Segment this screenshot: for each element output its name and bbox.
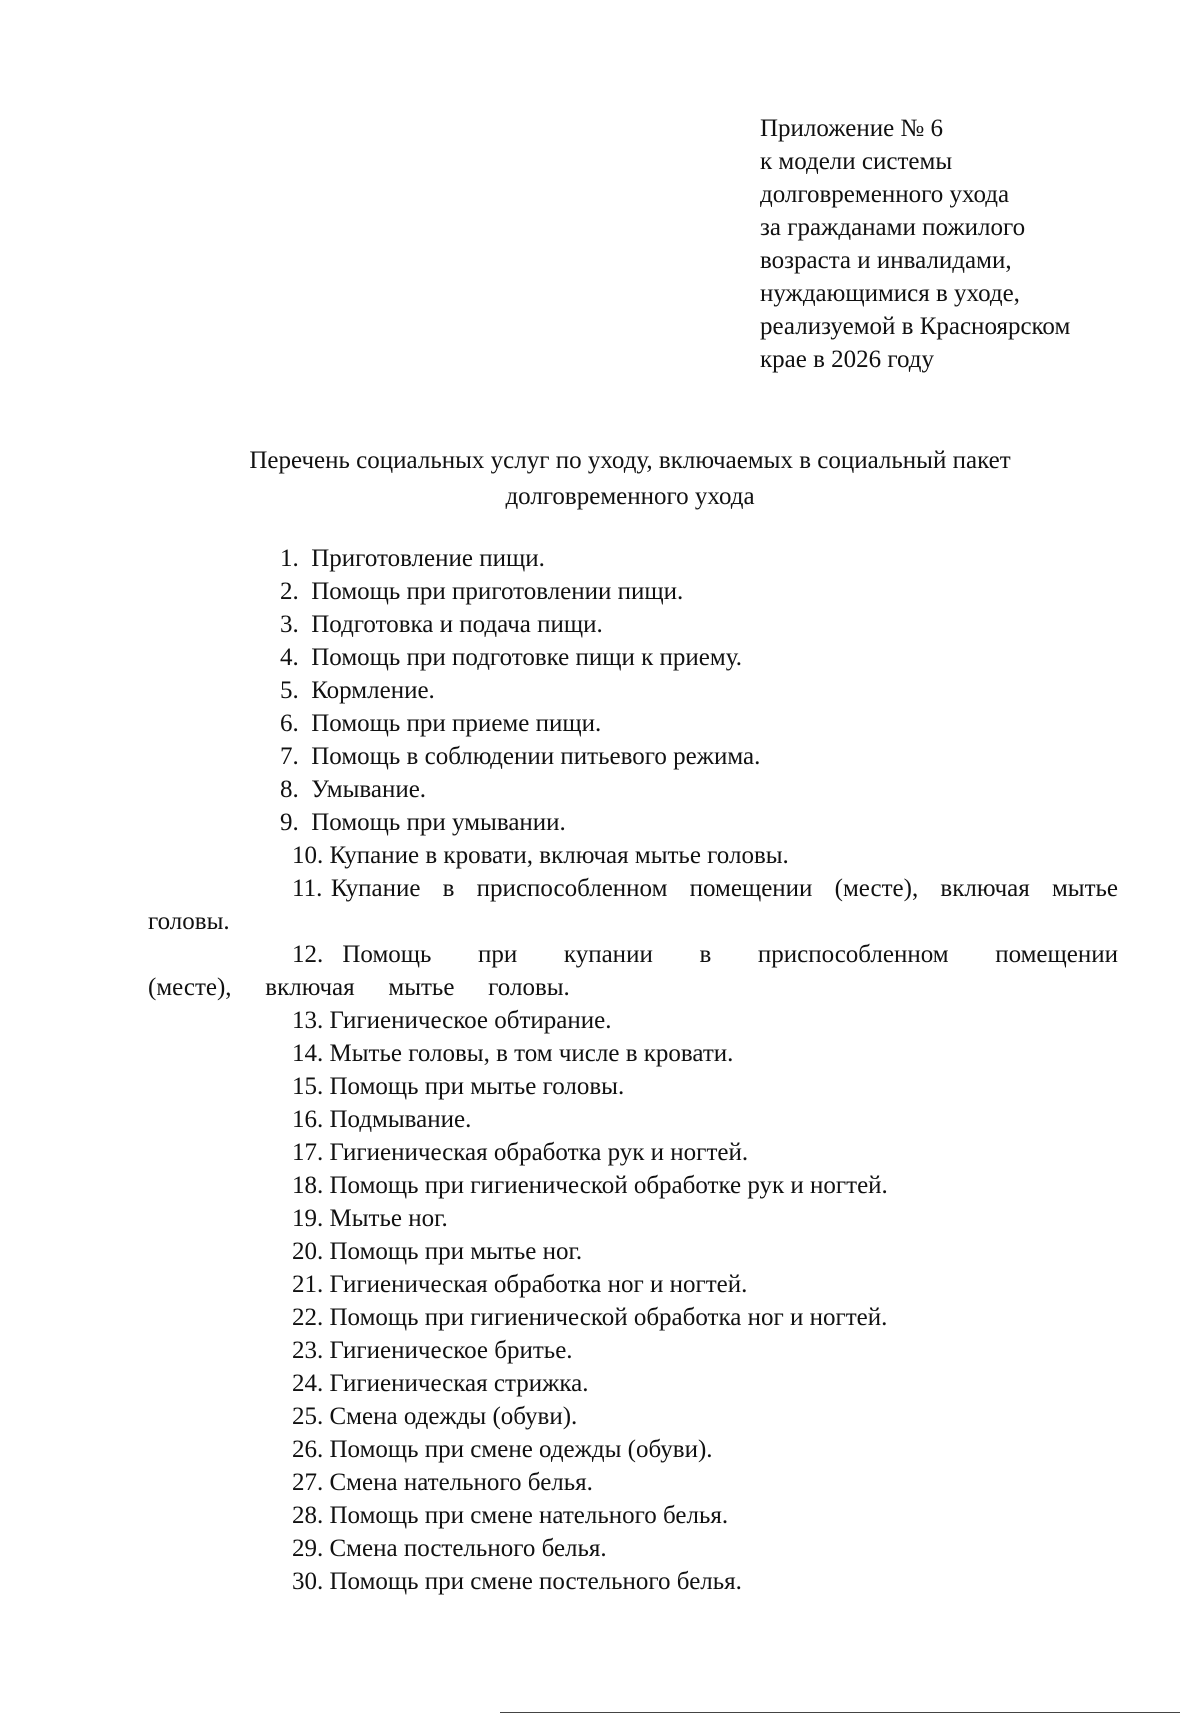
list-item-text: Смена постельного белья. <box>329 1535 607 1562</box>
list-item-text: Помощь при приеме пищи. <box>311 710 602 737</box>
list-item <box>148 1004 1118 1037</box>
list-item <box>148 674 1118 707</box>
list-item <box>148 938 1118 1004</box>
list-item-text: Подмывание. <box>329 1106 472 1133</box>
list-item-number: 29. <box>292 1535 324 1562</box>
services-list <box>148 542 1118 1598</box>
list-item <box>148 608 1118 641</box>
list-item <box>148 1070 1118 1103</box>
list-item-number: 12. <box>292 941 324 968</box>
list-item <box>148 575 1118 608</box>
list-item-text: Подготовка и подача пищи. <box>311 611 603 638</box>
list-item-text: Гигиеническая стрижка. <box>329 1370 589 1397</box>
list-item <box>148 740 1118 773</box>
list-item-number: 8. <box>280 776 299 803</box>
list-item-text: Помощь при умывании. <box>311 809 566 836</box>
list-item-text: Умывание. <box>311 776 427 803</box>
list-item-text: Помощь при смене постельного белья. <box>329 1568 742 1595</box>
list-item <box>148 1301 1118 1334</box>
list-item-number: 5. <box>280 677 299 704</box>
list-item-text: Гигиеническая обработка рук и ногтей. <box>329 1139 749 1166</box>
list-item-text: Смена одежды (обуви). <box>329 1403 578 1430</box>
list-item <box>148 806 1118 839</box>
list-item <box>148 1334 1118 1367</box>
document-title <box>150 443 1110 515</box>
list-item-number: 19. <box>292 1205 324 1232</box>
list-item-text: Смена нательного белья. <box>329 1469 593 1496</box>
list-item-number: 9. <box>280 809 299 836</box>
list-item <box>148 773 1118 806</box>
list-item <box>148 1202 1118 1235</box>
list-item-text: Помощь при смене нательного белья. <box>329 1502 729 1529</box>
list-item-number: 23. <box>292 1337 324 1364</box>
list-item-text: Гигиеническая обработка ног и ногтей. <box>329 1271 748 1298</box>
list-item <box>148 1433 1118 1466</box>
list-item-text: Помощь при гигиенической обработка ног и ногтей. <box>329 1304 888 1331</box>
list-item-number: 25. <box>292 1403 324 1430</box>
title-line-1: Перечень социальных услуг по уходу, включаемых в социальный пакет <box>249 447 1011 474</box>
list-item-number: 26. <box>292 1436 324 1463</box>
list-item-text: Гигиеническое обтирание. <box>329 1007 612 1034</box>
list-item-number: 20. <box>292 1238 324 1265</box>
list-item-number: 1. <box>280 545 299 572</box>
appendix-line: нуждающимися в уходе, <box>760 280 1020 307</box>
list-item <box>148 641 1118 674</box>
list-item-number: 4. <box>280 644 299 671</box>
list-item-text: Помощь при мытье ног. <box>329 1238 583 1265</box>
list-item-text: Гигиеническое бритье. <box>329 1337 573 1364</box>
list-item <box>148 1400 1118 1433</box>
appendix-line: крае в 2026 году <box>760 346 935 373</box>
appendix-line: за гражданами пожилого <box>760 214 1026 241</box>
list-item-number: 18. <box>292 1172 324 1199</box>
appendix-line: долговременного ухода <box>760 181 1010 208</box>
list-item-number: 15. <box>292 1073 324 1100</box>
list-item <box>148 1466 1118 1499</box>
list-item-text: Помощь при приготовлении пищи. <box>311 578 684 605</box>
list-item-text: Помощь в соблюдении питьевого режима. <box>311 743 761 770</box>
list-item-number: 11. <box>292 875 323 902</box>
list-item-number: 6. <box>280 710 299 737</box>
list-item-number: 7. <box>280 743 299 770</box>
appendix-line: возраста и инвалидами, <box>760 247 1012 274</box>
list-item-number: 3. <box>280 611 299 638</box>
appendix-line: реализуемой в Красноярском <box>760 313 1071 340</box>
list-item <box>148 1037 1118 1070</box>
list-item <box>148 707 1118 740</box>
list-item-number: 28. <box>292 1502 324 1529</box>
list-item-number: 2. <box>280 578 299 605</box>
list-item <box>148 1169 1118 1202</box>
list-item-number: 14. <box>292 1040 324 1067</box>
list-item-number: 17. <box>292 1139 324 1166</box>
list-item-text: Приготовление пищи. <box>311 545 545 572</box>
list-item <box>148 1367 1118 1400</box>
list-item-text: Помощь при подготовке пищи к приему. <box>311 644 742 671</box>
list-item-text: Помощь при гигиенической обработке рук и ногтей. <box>329 1172 888 1199</box>
title-line-2: долговременного ухода <box>505 483 755 510</box>
list-item-text: Мытье головы, в том числе в кровати. <box>329 1040 734 1067</box>
list-item-text: Кормление. <box>311 677 435 704</box>
list-item-number: 22. <box>292 1304 324 1331</box>
list-item <box>148 839 1118 872</box>
list-item-number: 24. <box>292 1370 324 1397</box>
list-item-text: Купание в приспособленном помещении (месте), включая мытье головы. <box>148 875 1119 935</box>
list-item <box>148 1532 1118 1565</box>
appendix-header <box>760 112 1180 376</box>
list-item <box>148 1268 1118 1301</box>
list-item <box>148 1136 1118 1169</box>
list-item-number: 21. <box>292 1271 324 1298</box>
list-item-text: Помощь при мытье головы. <box>329 1073 625 1100</box>
list-item-text: Купание в кровати, включая мытье головы. <box>329 842 789 869</box>
appendix-line: к модели системы <box>760 148 953 175</box>
list-item-number: 13. <box>292 1007 324 1034</box>
list-item-number: 16. <box>292 1106 324 1133</box>
list-item <box>148 1103 1118 1136</box>
list-item-text: Помощь при купании в приспособленном помещении (месте), включая мытье головы. <box>148 941 1119 1001</box>
list-item <box>148 1499 1118 1532</box>
footer-rule <box>500 1712 1180 1713</box>
list-item <box>148 1235 1118 1268</box>
list-item-number: 27. <box>292 1469 324 1496</box>
list-item <box>148 1565 1118 1598</box>
list-item-number: 30. <box>292 1568 324 1595</box>
list-item-number: 10. <box>292 842 324 869</box>
appendix-line: Приложение № 6 <box>760 115 944 142</box>
list-item <box>148 542 1118 575</box>
list-item-text: Помощь при смене одежды (обуви). <box>329 1436 713 1463</box>
list-item-text: Мытье ног. <box>329 1205 448 1232</box>
list-item <box>148 872 1118 938</box>
